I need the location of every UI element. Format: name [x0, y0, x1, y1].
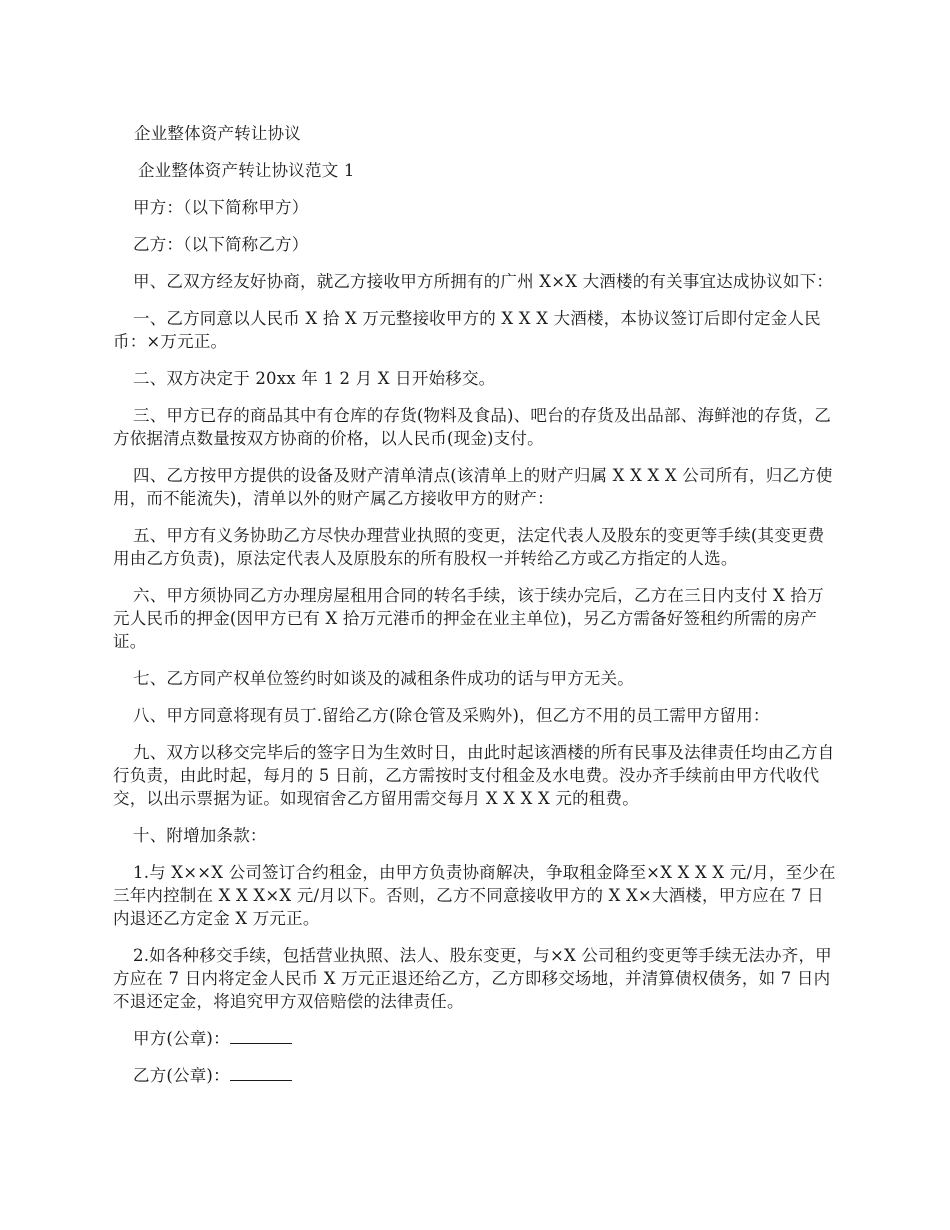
party-b-signature-line [113, 1064, 838, 1087]
party-a-signature-blank [230, 1028, 292, 1044]
additional-clause-1: 1.与 X××X 公司签订合约租金，由甲方负责协商解决，争取租金降至×X X X X 元/月，至少在三年内控制在 X X X×X 元/月以下。否则，乙方不同意接收甲方的 X X×大酒楼，甲方应在 7 日内退还乙方定金 X 万元正。 [113, 863, 836, 928]
document-subtitle: 企业整体资产转让协议范文 1 [138, 161, 355, 180]
clause-9: 九、双方以移交完毕后的签字日为生效时日，由此时起该酒楼的所有民事及法律责任均由乙方自行负责，由此时起，每月的 5 日前，乙方需按时支付租金及水电费。没办齐手续前由甲方代收代交，以出示票据为证。如现宿舍乙方留用需交每月 X X X X 元的租费。 [113, 743, 835, 808]
clause-5: 五、甲方有义务协助乙方尽快办理营业执照的变更，法定代表人及股东的变更等手续(其变更费用由乙方负责)，原法定代表人及原股东的所有股权一并转给乙方或乙方指定的人选。 [113, 526, 825, 568]
clause-3: 三、甲方已存的商品其中有仓库的存货(物料及食品)、吧台的存货及出品部、海鲜池的存货，乙方依据清点数量按双方协商的价格，以人民币(现金)支付。 [113, 406, 831, 448]
clause-2: 二、双方决定于 20xx 年 1 2 月 X 日开始移交。 [133, 369, 496, 388]
clause-8: 八、甲方同意将现有员丁.留给乙方(除仓管及采购外)，但乙方不用的员工需甲方留用： [133, 706, 770, 725]
party-b-seal-label: 乙方(公章)： [133, 1066, 230, 1085]
party-b-line: 乙方：（以下简称乙方） [133, 235, 309, 254]
party-a-seal-label: 甲方(公章)： [133, 1029, 230, 1048]
clause-1: 一、乙方同意以人民币 X 拾 X 万元整接收甲方的 X X X 大酒楼，本协议签订后即付定金人民币：×万元正。 [113, 309, 821, 351]
document-title: 企业整体资产转让协议 [134, 124, 301, 143]
clause-4: 四、乙方按甲方提供的设备及财产清单清点(该清单上的财产归属 X X X X 公司所有，归乙方使用，而不能流失)，清单以外的财产属乙方接收甲方的财产： [113, 466, 833, 508]
intro-paragraph: 甲、乙双方经友好协商，就乙方接收甲方所拥有的广州 X×X 大酒楼的有关事宜达成协议如下： [133, 272, 834, 291]
party-a-line: 甲方：（以下简称甲方） [133, 198, 309, 217]
document-body [113, 122, 838, 1101]
clause-7: 七、乙方同产权单位签约时如谈及的减租条件成功的话与甲方无关。 [133, 669, 634, 688]
additional-clause-2: 2.如各种移交手续，包括营业执照、法人、股东变更，与×X 公司租约变更等手续无法办齐，甲方应在 7 日内将定金人民币 X 万元正退还给乙方，乙方即移交场地，并清算债权债务，如 7 日内不退还定金，将追究甲方双倍赔偿的法律责任。 [113, 946, 832, 1011]
party-b-signature-blank [230, 1065, 292, 1081]
clause-10: 十、附增加条款： [133, 826, 267, 845]
party-a-signature-line [113, 1027, 838, 1050]
clause-6: 六、甲方须协同乙方办理房屋租用合同的转名手续，该于续办完后，乙方在三日内支付 X 拾万元人民币的押金(因甲方已有 X 拾万元港币的押金在业主单位)，另乙方需备好签租约所需的房产证。 [113, 586, 824, 651]
